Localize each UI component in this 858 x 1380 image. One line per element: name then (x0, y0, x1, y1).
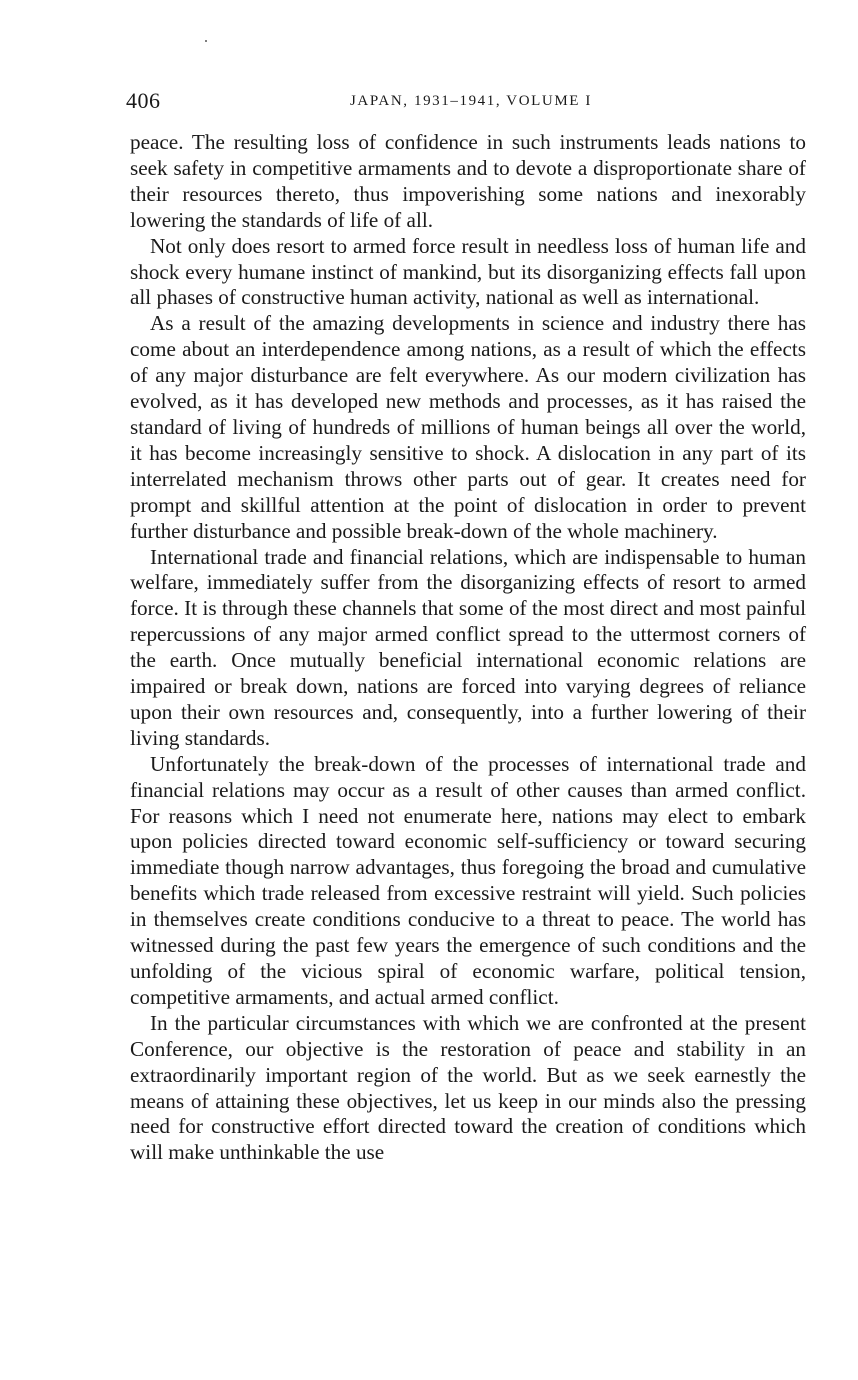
paragraph: As a result of the amazing developments in science and industry there has come about an interdependence among nations, as a result of which the effects of any major disturbance are felt everywhere. As our modern civilization has evolved, as it has developed new methods and processes, as it has raised the standard of living of hundreds of millions of human beings all over the world, it has become increasingly sensitive to shock. A dislocation in any part of its interrelated mechanism throws other parts out of gear. It creates need for prompt and skillful attention at the point of dislocation in order to prevent further disturbance and possible break-down of the whole machinery. (130, 311, 806, 543)
paragraph: peace. The resulting loss of confidence in such instruments leads nations to seek safety in competitive armaments and to devote a disproportionate share of their resources thereto, thus impoverishing some nations and inexorably lowering the standards of life of all. (130, 130, 806, 232)
paragraph: International trade and financial relations, which are indispensable to human welfare, immediately suffer from the disorganizing effects of resort to armed force. It is through these channels that some of the most direct and most painful repercussions of any major armed conflict spread to the uttermost corners of the earth. Once mutually beneficial international economic relations are impaired or break down, nations are forced into varying degrees of reliance upon their own resources and, consequently, into a further lowering of their living standards. (130, 544, 806, 750)
paragraph: In the particular circumstances with which we are confronted at the present Conference, our objective is the restoration of peace and stability in an extraordinarily important region of the world. But as we seek earnestly the means of attaining these objectives, let us keep in our minds also the pressing need for constructive effort directed toward the creation of conditions which will make unthinkable the use (130, 1010, 806, 1165)
paragraph: Not only does resort to armed force result in needless loss of human life and shock every humane instinct of mankind, but its disorganizing effects fall upon all phases of constructive human activity, national as well as international. (130, 233, 806, 310)
paragraph: Unfortunately the break-down of the processes of international trade and financial relations may occur as a result of other causes than armed conflict. For reasons which I need not enumerate here, nations may elect to embark upon policies directed toward economic self-sufficiency or toward securing immediate though narrow advantages, thus foregoing the broad and cumulative benefits which trade released from excessive restraint will yield. Such policies in themselves create conditions conducive to a threat to peace. The world has witnessed during the past few years the emergence of such conditions and the unfolding of the vicious spiral of economic warfare, political tension, competitive armaments, and actual armed conflict. (130, 751, 806, 1009)
stray-mark (205, 40, 207, 42)
page-number: 406 (126, 88, 161, 113)
running-head: JAPAN, 1931–1941, VOLUME I (349, 93, 593, 109)
page-header (126, 88, 806, 118)
body-text (130, 130, 806, 1166)
